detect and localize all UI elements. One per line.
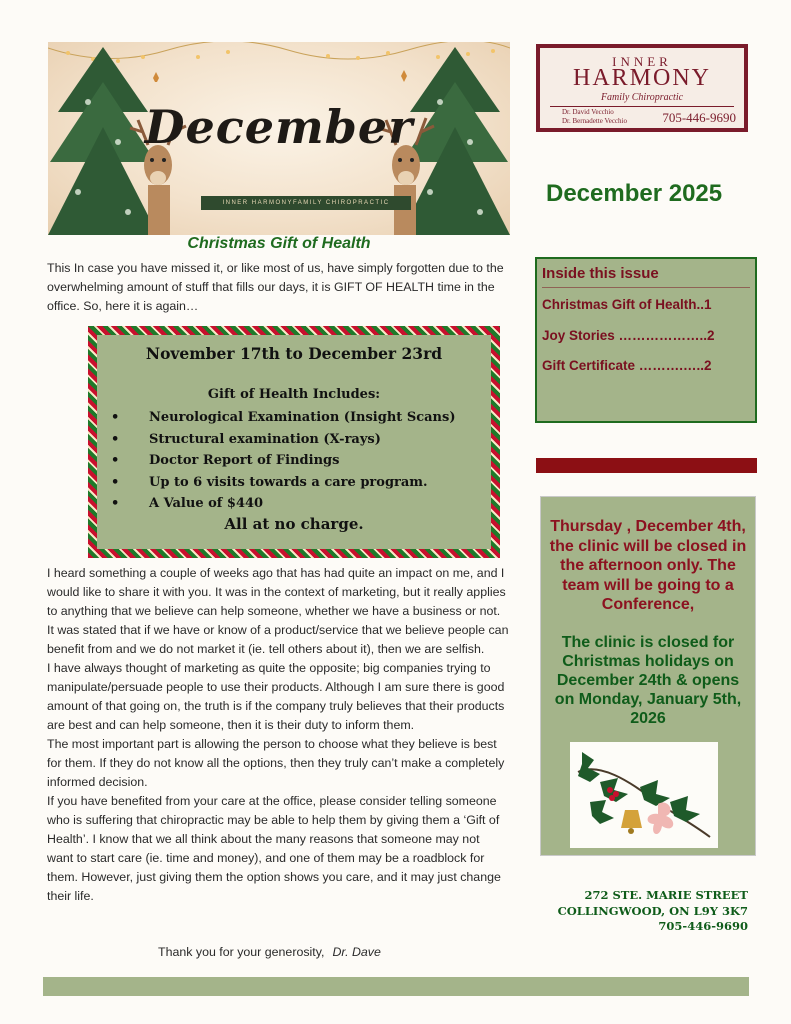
- logo-tagline: Family Chiropractic: [600, 92, 684, 103]
- signoff-signature: Dr. Dave: [332, 945, 381, 959]
- promo-item: • Neurological Examination (Insight Scans): [107, 407, 455, 429]
- logo-phone: 705-446-9690: [662, 110, 736, 125]
- address-phone: 705-446-9690: [658, 919, 748, 933]
- address-street: 272 STE. MARIE STREET: [584, 888, 748, 902]
- issue-divider: [542, 287, 750, 288]
- article-signoff: [158, 945, 381, 959]
- logo-doctor-2: Dr. Bernadette Vecchio: [562, 117, 627, 125]
- promo-item: • Structural examination (X-rays): [107, 429, 455, 451]
- inside-this-issue-box: [535, 257, 757, 423]
- article-paragraph: The most important part is allowing the person to choose what they believe is best for them. If they do not know all the options, then they truly can’t make a completely informed decision.: [47, 737, 505, 789]
- red-divider-bar: [536, 458, 757, 473]
- issue-item-joy-stories: Joy Stories ………………..2: [542, 328, 715, 343]
- article-paragraph: If you have benefited from your care at the office, please consider telling someone who is suffering that chiropractic may be able to help them by giving them a ‘Gift of Health’. I know that we all think about the many reasons that someone may not want to start care (ie. time and money), and one of them may be a roadblock for them. However, just giving them the option shows you care, and it may just change their life.: [47, 794, 501, 903]
- logo-doctor-1: Dr. David Vecchio: [562, 108, 614, 116]
- promo-dates: November 17th to December 23rd: [145, 344, 443, 363]
- holiday-closure-text: The clinic is closed for Christmas holidays on December 24th & opens on Monday, January 5th, 2026: [554, 634, 742, 727]
- promo-item: • A Value of $440: [107, 493, 455, 515]
- address-city: COLLINGWOOD, ON L9Y 3K7: [557, 903, 748, 918]
- clinic-closure-notice: [540, 496, 756, 856]
- promo-inner-panel: [97, 335, 491, 549]
- article-paragraph: I have always thought of marketing as quite the opposite; big companies trying to manipulate/persuade people to use their products. Although I am sure there is good amount of that going on, the truth is if the company truly believes that their products are best and can help someone, then it is their duty to inform them.: [47, 661, 505, 732]
- logo-divider: [550, 106, 734, 107]
- promo-item: • Doctor Report of Findings: [107, 450, 455, 472]
- promo-includes-heading: Gift of Health Includes:: [207, 387, 381, 402]
- december-banner: [48, 42, 510, 235]
- banner-strip: INNER HARMONYFAMILY CHIROPRACTIC: [201, 196, 411, 210]
- issue-item-gift-of-health: Christmas Gift of Health..1: [542, 297, 712, 312]
- holly-bell-image: [570, 742, 718, 848]
- logo-line-harmony: HARMONY: [572, 65, 711, 91]
- clinic-address: [540, 888, 748, 935]
- signoff-text: Thank you for your generosity,: [158, 945, 325, 959]
- article-body: [47, 564, 509, 906]
- conference-closure-text: Thursday , December 4th, the clinic will be closed in the afternoon only. The team will be going to a Conference,: [549, 518, 747, 613]
- article-title: Christmas Gift of Health: [187, 235, 371, 252]
- footer-bar: [43, 977, 749, 996]
- logo-line-inner: INNER: [612, 54, 672, 69]
- gift-of-health-promo-box: [88, 326, 500, 558]
- promo-item: • Up to 6 visits towards a care program.: [107, 472, 455, 494]
- clinic-logo: [536, 44, 748, 132]
- article-intro: This In case you have missed it, or like most of us, have simply forgotten due to the overwhelming amount of stuff that fills our days, it is GIFT OF HEALTH time in the office. So, here it is again…: [47, 261, 504, 313]
- promo-includes-list: [107, 407, 455, 515]
- issue-item-gift-certificate: Gift Certificate ……….…..2: [542, 358, 712, 373]
- newsletter-month-title: December 2025: [546, 180, 723, 207]
- article-paragraph: I heard something a couple of weeks ago that has had quite an impact on me, and I would like to share it with you. It was in the context of marketing, but it really applies to anything that we believe can help someone, whether we have a business or not. It was stated that if we have or know of a product/service that we believe people can benefit from and we do not market it (ie. tell others about it), then we are selfish.: [47, 566, 509, 656]
- banner-title: December: [144, 100, 414, 154]
- promo-no-charge: All at no charge.: [224, 515, 364, 533]
- inside-this-issue-heading: Inside this issue: [542, 265, 659, 282]
